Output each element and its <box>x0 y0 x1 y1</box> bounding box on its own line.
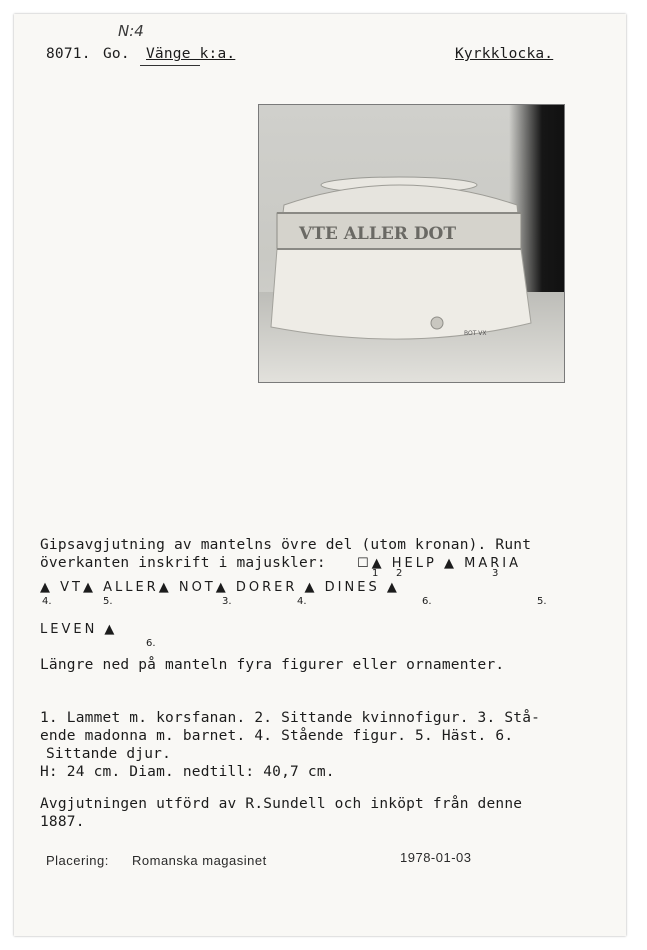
figure-number: 5. <box>103 596 113 607</box>
figure-number: 4. <box>42 596 52 607</box>
figure-number: 6. <box>422 596 432 607</box>
figure-number: 5. <box>537 596 547 607</box>
placement-value: Romanska magasinet <box>132 853 267 868</box>
object-type: Kyrkklocka. <box>455 46 554 62</box>
body-paragraph-3-line: ende madonna m. barnet. 4. Stående figur. 5. Häst. 6. <box>40 728 514 744</box>
body-paragraph-4-line: 1887. <box>40 814 85 830</box>
handwritten-number: N:4 <box>118 22 144 40</box>
figure-number: 2 <box>396 568 403 579</box>
inscription-line-2: ▲ VT▲ ALLER▲ NOT▲ DORER ▲ DINES ▲ <box>40 580 400 595</box>
figure-number: 3 <box>492 568 499 579</box>
body-paragraph-3-line: 1. Lammet m. korsfanan. 2. Sittande kvinnofigur. 3. Stå- <box>40 710 541 726</box>
body-line-2: överkanten inskrift i majuskler: <box>40 555 326 571</box>
figure-number: 6. <box>146 638 156 649</box>
placement-label: Placering: <box>46 853 109 868</box>
body-paragraph-2: Längre ned på manteln fyra figurer eller ornamenter. <box>40 657 505 673</box>
header-underline-stroke <box>140 65 200 66</box>
inscription-line-1: ☐▲ HELP ▲ MARIA <box>357 556 521 571</box>
body-paragraph-3-line: Sittande djur. <box>46 746 172 762</box>
bell-photo <box>258 104 565 383</box>
location-prefix: Go. <box>103 46 130 62</box>
inscription-line-3: LEVEN ▲ <box>40 622 118 637</box>
catalog-date: 1978-01-03 <box>400 850 472 865</box>
bell-base-mark: BOT VX <box>464 330 487 337</box>
figure-number: 3. <box>222 596 232 607</box>
body-paragraph-4-line: Avgjutningen utförd av R.Sundell och inköpt från denne <box>40 796 523 812</box>
body-paragraph-3-line: H: 24 cm. Diam. nedtill: 40,7 cm. <box>40 764 335 780</box>
location-name: Vänge k:a. <box>146 46 236 62</box>
body-line-1: Gipsavgjutning av mantelns övre del (utom kronan). Runt <box>40 537 532 553</box>
catalog-number: 8071. <box>46 46 91 62</box>
figure-number: 1 <box>372 568 379 579</box>
bell-cast-shape <box>259 105 564 382</box>
bell-band-text: VTE ALLER DOT <box>299 224 457 244</box>
figure-number: 4. <box>297 596 307 607</box>
